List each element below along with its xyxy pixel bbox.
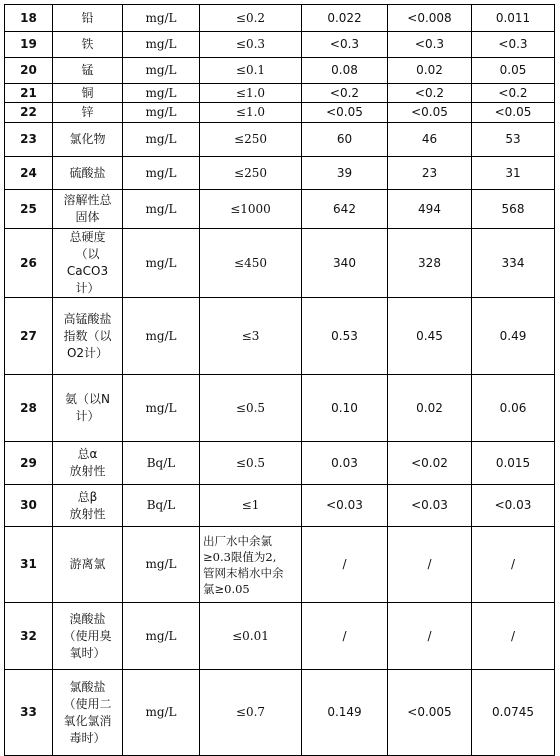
result-2-cell: 0.02 xyxy=(388,58,472,84)
result-1-cell: 642 xyxy=(302,190,388,229)
water-quality-table-wrapper xyxy=(4,4,555,756)
indicator-name: 硫酸盐 xyxy=(53,157,123,190)
indicator-name: 总α 放射性 xyxy=(53,442,123,485)
unit-cell: mg/L xyxy=(123,603,200,670)
row-number: 21 xyxy=(5,84,53,103)
result-1-cell: / xyxy=(302,603,388,670)
result-3-cell: 53 xyxy=(472,123,555,157)
result-3-cell: 334 xyxy=(472,229,555,298)
result-1-cell: 0.10 xyxy=(302,375,388,442)
result-2-cell: <0.3 xyxy=(388,32,472,58)
result-2-cell: <0.02 xyxy=(388,442,472,485)
result-1-cell: <0.2 xyxy=(302,84,388,103)
unit-cell: mg/L xyxy=(123,375,200,442)
unit-cell: mg/L xyxy=(123,58,200,84)
limit-cell: ≤250 xyxy=(200,123,302,157)
indicator-name: 游离氯 xyxy=(53,527,123,603)
indicator-name: 氯化物 xyxy=(53,123,123,157)
result-3-cell: 0.06 xyxy=(472,375,555,442)
row-number: 29 xyxy=(5,442,53,485)
result-2-cell: <0.05 xyxy=(388,103,472,123)
row-number: 22 xyxy=(5,103,53,123)
limit-cell: ≤1 xyxy=(200,485,302,527)
table-row xyxy=(5,670,555,756)
row-number: 19 xyxy=(5,32,53,58)
row-number: 27 xyxy=(5,298,53,375)
result-1-cell: 0.53 xyxy=(302,298,388,375)
result-3-cell: 0.011 xyxy=(472,5,555,32)
result-1-cell: <0.3 xyxy=(302,32,388,58)
table-body xyxy=(5,5,555,756)
unit-cell: mg/L xyxy=(123,229,200,298)
result-1-cell: 340 xyxy=(302,229,388,298)
result-3-cell: 0.05 xyxy=(472,58,555,84)
indicator-name: 高锰酸盐 指数（以 O2计） xyxy=(53,298,123,375)
row-number: 33 xyxy=(5,670,53,756)
limit-cell: ≤250 xyxy=(200,157,302,190)
indicator-name: 总β 放射性 xyxy=(53,485,123,527)
indicator-name: 铅 xyxy=(53,5,123,32)
result-1-cell: 0.022 xyxy=(302,5,388,32)
result-1-cell: <0.03 xyxy=(302,485,388,527)
row-number: 20 xyxy=(5,58,53,84)
table-row xyxy=(5,485,555,527)
result-2-cell: <0.2 xyxy=(388,84,472,103)
row-number: 30 xyxy=(5,485,53,527)
table-row xyxy=(5,442,555,485)
unit-cell: mg/L xyxy=(123,157,200,190)
result-2-cell: <0.03 xyxy=(388,485,472,527)
table-row xyxy=(5,375,555,442)
unit-cell: mg/L xyxy=(123,527,200,603)
row-number: 25 xyxy=(5,190,53,229)
result-2-cell: 0.02 xyxy=(388,375,472,442)
limit-cell: ≤0.2 xyxy=(200,5,302,32)
result-1-cell: 39 xyxy=(302,157,388,190)
row-number: 31 xyxy=(5,527,53,603)
limit-cell: ≤3 xyxy=(200,298,302,375)
result-3-cell: 0.015 xyxy=(472,442,555,485)
table-row xyxy=(5,527,555,603)
indicator-name: 氯酸盐 （使用二 氧化氯消 毒时） xyxy=(53,670,123,756)
limit-cell: ≤0.7 xyxy=(200,670,302,756)
unit-cell: mg/L xyxy=(123,32,200,58)
result-3-cell: <0.03 xyxy=(472,485,555,527)
limit-cell: 出厂水中余氯 ≥0.3限值为2, 管网末梢水中余 氯≥0.05 xyxy=(200,527,302,603)
limit-cell: ≤0.1 xyxy=(200,58,302,84)
table-row xyxy=(5,58,555,84)
result-1-cell: / xyxy=(302,527,388,603)
result-1-cell: 0.03 xyxy=(302,442,388,485)
unit-cell: Bq/L xyxy=(123,442,200,485)
unit-cell: mg/L xyxy=(123,190,200,229)
result-3-cell: <0.3 xyxy=(472,32,555,58)
indicator-name: 铜 xyxy=(53,84,123,103)
result-3-cell: <0.05 xyxy=(472,103,555,123)
result-2-cell: / xyxy=(388,527,472,603)
result-3-cell: / xyxy=(472,527,555,603)
result-2-cell: 0.45 xyxy=(388,298,472,375)
result-2-cell: <0.008 xyxy=(388,5,472,32)
result-2-cell: <0.005 xyxy=(388,670,472,756)
unit-cell: Bq/L xyxy=(123,485,200,527)
table-row xyxy=(5,298,555,375)
unit-cell: mg/L xyxy=(123,84,200,103)
limit-cell: ≤0.01 xyxy=(200,603,302,670)
result-1-cell: <0.05 xyxy=(302,103,388,123)
limit-cell: ≤1.0 xyxy=(200,103,302,123)
indicator-name: 总硬度 （以CaCO3 计） xyxy=(53,229,123,298)
result-2-cell: / xyxy=(388,603,472,670)
result-3-cell: / xyxy=(472,603,555,670)
indicator-name: 锌 xyxy=(53,103,123,123)
indicator-name: 溶解性总 固体 xyxy=(53,190,123,229)
indicator-name: 铁 xyxy=(53,32,123,58)
indicator-name: 锰 xyxy=(53,58,123,84)
row-number: 28 xyxy=(5,375,53,442)
result-1-cell: 60 xyxy=(302,123,388,157)
result-3-cell: 0.49 xyxy=(472,298,555,375)
water-quality-table xyxy=(4,4,555,756)
row-number: 32 xyxy=(5,603,53,670)
result-3-cell: <0.2 xyxy=(472,84,555,103)
table-row xyxy=(5,84,555,103)
table-row xyxy=(5,603,555,670)
row-number: 26 xyxy=(5,229,53,298)
limit-cell: ≤0.5 xyxy=(200,375,302,442)
unit-cell: mg/L xyxy=(123,298,200,375)
row-number: 23 xyxy=(5,123,53,157)
table-row xyxy=(5,229,555,298)
table-row xyxy=(5,103,555,123)
result-1-cell: 0.08 xyxy=(302,58,388,84)
row-number: 24 xyxy=(5,157,53,190)
result-1-cell: 0.149 xyxy=(302,670,388,756)
table-row xyxy=(5,5,555,32)
result-3-cell: 568 xyxy=(472,190,555,229)
limit-cell: ≤1.0 xyxy=(200,84,302,103)
row-number: 18 xyxy=(5,5,53,32)
table-row xyxy=(5,123,555,157)
result-2-cell: 23 xyxy=(388,157,472,190)
limit-cell: ≤0.5 xyxy=(200,442,302,485)
result-3-cell: 31 xyxy=(472,157,555,190)
table-row xyxy=(5,157,555,190)
unit-cell: mg/L xyxy=(123,670,200,756)
indicator-name: 溴酸盐 （使用臭 氧时） xyxy=(53,603,123,670)
result-2-cell: 328 xyxy=(388,229,472,298)
result-2-cell: 494 xyxy=(388,190,472,229)
unit-cell: mg/L xyxy=(123,103,200,123)
result-3-cell: 0.0745 xyxy=(472,670,555,756)
limit-cell: ≤1000 xyxy=(200,190,302,229)
unit-cell: mg/L xyxy=(123,123,200,157)
result-2-cell: 46 xyxy=(388,123,472,157)
table-row xyxy=(5,190,555,229)
unit-cell: mg/L xyxy=(123,5,200,32)
table-row xyxy=(5,32,555,58)
indicator-name: 氨（以N 计） xyxy=(53,375,123,442)
limit-cell: ≤0.3 xyxy=(200,32,302,58)
limit-cell: ≤450 xyxy=(200,229,302,298)
